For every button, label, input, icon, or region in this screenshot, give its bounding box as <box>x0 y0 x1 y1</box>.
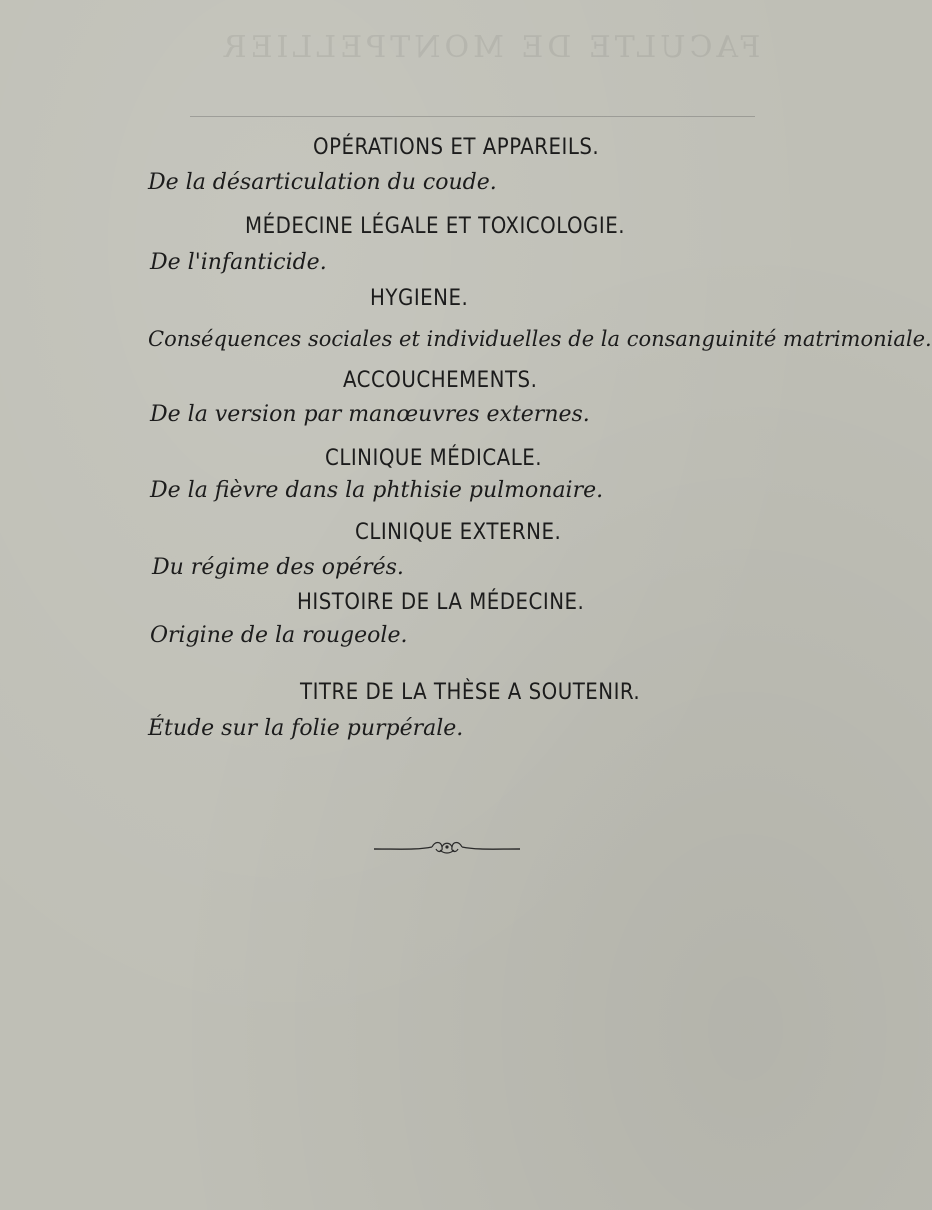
section-heading-medecine-legale: MÉDECINE LÉGALE ET TOXICOLOGIE. <box>245 214 625 239</box>
section-line-operations: De la désarticulation du coude. <box>148 170 497 195</box>
show-through-text: FACULTE DE MONTPELLIER <box>220 30 761 65</box>
section-line-clinique-externe: Du régime des opérés. <box>152 555 404 580</box>
section-line-hygiene: Conséquences sociales et individuelles de la consanguinité matrimoniale. <box>148 327 932 351</box>
section-heading-hygiene: HYGIENE. <box>370 286 469 311</box>
section-line-clinique-medicale: De la fièvre dans la phthisie pulmonaire. <box>150 478 604 503</box>
section-heading-histoire: HISTOIRE DE LA MÉDECINE. <box>297 590 585 615</box>
section-heading-clinique-medicale: CLINIQUE MÉDICALE. <box>325 446 543 471</box>
section-line-medecine-legale: De l'infanticide. <box>150 250 327 275</box>
section-heading-operations: OPÉRATIONS ET APPAREILS. <box>313 135 600 160</box>
section-heading-titre-these: TITRE DE LA THÈSE A SOUTENIR. <box>300 680 641 705</box>
section-heading-clinique-externe: CLINIQUE EXTERNE. <box>355 520 562 545</box>
section-line-histoire: Origine de la rougeole. <box>150 623 408 648</box>
section-heading-accouchements: ACCOUCHEMENTS. <box>343 368 538 393</box>
fleuron-ornament-icon <box>372 838 522 858</box>
top-rule <box>190 116 755 117</box>
section-line-accouchements: De la version par manœuvres externes. <box>150 402 590 427</box>
section-line-titre-these: Étude sur la folie purpérale. <box>148 716 464 741</box>
